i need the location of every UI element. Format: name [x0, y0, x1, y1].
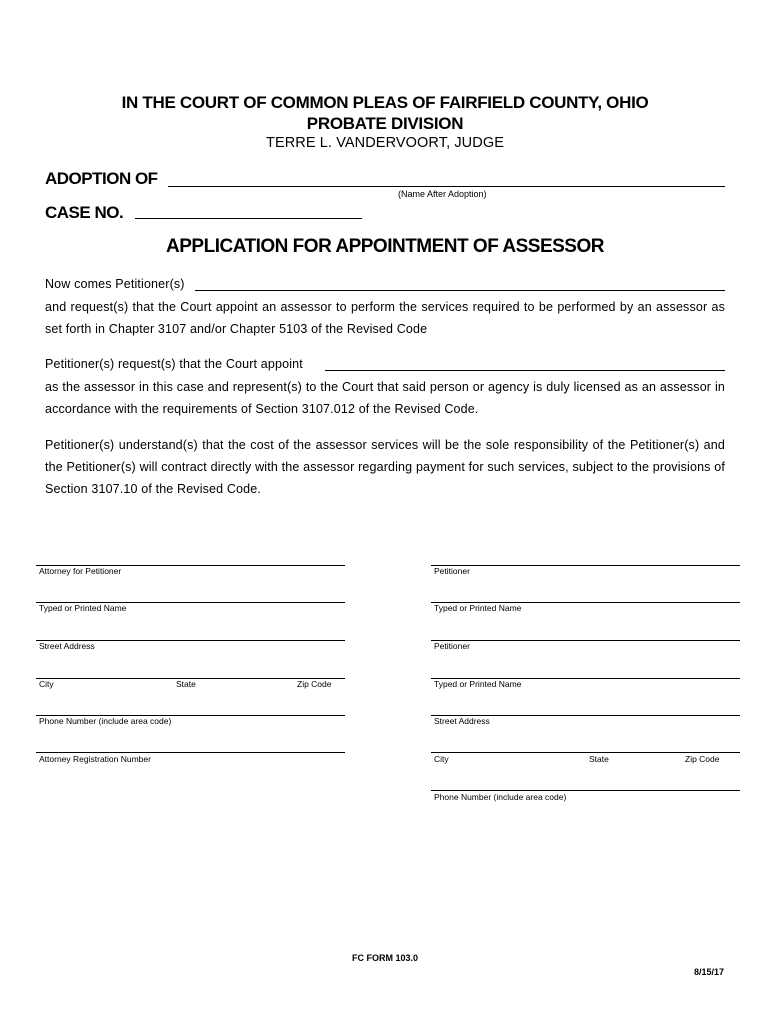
form-title: APPLICATION FOR APPOINTMENT OF ASSESSOR — [166, 236, 604, 257]
adoption-of-label: ADOPTION OF — [45, 169, 158, 188]
petitioner2-label: Petitioner — [434, 641, 470, 651]
name-after-adoption-hint: (Name After Adoption) — [398, 189, 487, 199]
judge-name: TERRE L. VANDERVOORT, JUDGE — [266, 135, 504, 151]
petitioner-street-label: Street Address — [434, 716, 490, 726]
petitioner1-signature-line[interactable] — [431, 565, 740, 566]
petitioner-city-line[interactable] — [431, 752, 740, 753]
paragraph-cost: Petitioner(s) understand(s) that the cost of the assessor services will be the sole responsibility of the Petitioner(s) and the Petitioner(s) will contract directly with the assessor regarding payment for such services, subject to the provisions of Section 3107.10 of the Revised Code. — [45, 438, 725, 496]
petitioner2-typed-name-label: Typed or Printed Name — [434, 679, 522, 689]
petitioner1-label: Petitioner — [434, 566, 470, 576]
attorney-registration-label: Attorney Registration Number — [39, 754, 151, 764]
case-no-label: CASE NO. — [45, 203, 124, 222]
attorney-zip-label: Zip Code — [297, 679, 332, 689]
adoption-name-field[interactable] — [168, 186, 725, 187]
attorney-for-petitioner-label: Attorney for Petitioner — [39, 566, 122, 576]
petitioner-zip-label: Zip Code — [685, 754, 720, 764]
paragraph-request: and request(s) that the Court appoint an assessor to perform the services required to be performed by an assessor as set forth in Chapter 3107 and/or Chapter 5103 of the Revised Code — [45, 300, 725, 336]
attorney-phone-label: Phone Number (include area code) — [39, 716, 172, 726]
petitioner1-typed-name-label: Typed or Printed Name — [434, 603, 522, 613]
attorney-street-label: Street Address — [39, 641, 95, 651]
attorney-city-label: City — [39, 679, 54, 689]
assessor-name-field[interactable] — [325, 370, 725, 371]
form-number: FC FORM 103.0 — [351, 953, 418, 963]
form-date: 8/15/17 — [693, 967, 724, 977]
petitioner-city-label: City — [434, 754, 449, 764]
petitioner-intro: Now comes Petitioner(s) — [45, 277, 185, 291]
attorney-state-label: State — [176, 679, 196, 689]
appoint-intro: Petitioner(s) request(s) that the Court appoint — [45, 357, 303, 371]
petitioner-name-field[interactable] — [195, 290, 725, 291]
petitioner-state-label: State — [589, 754, 609, 764]
petitioner-phone-line[interactable] — [431, 790, 740, 791]
division-heading: PROBATE DIVISION — [306, 114, 464, 133]
case-no-field[interactable] — [135, 218, 362, 219]
paragraph-assessor: as the assessor in this case and represent(s) to the Court that said person or agency is duly licensed as an assessor in accordance with the requirements of Section 3107.012 of the Revised Code. — [45, 380, 725, 416]
attorney-registration-line[interactable] — [36, 752, 345, 753]
petitioner2-signature-line[interactable] — [431, 640, 740, 641]
petitioner-phone-label: Phone Number (include area code) — [434, 792, 567, 802]
court-heading: IN THE COURT OF COMMON PLEAS OF FAIRFIELD COUNTY, OHIO — [121, 93, 649, 112]
attorney-typed-name-label: Typed or Printed Name — [39, 603, 127, 613]
